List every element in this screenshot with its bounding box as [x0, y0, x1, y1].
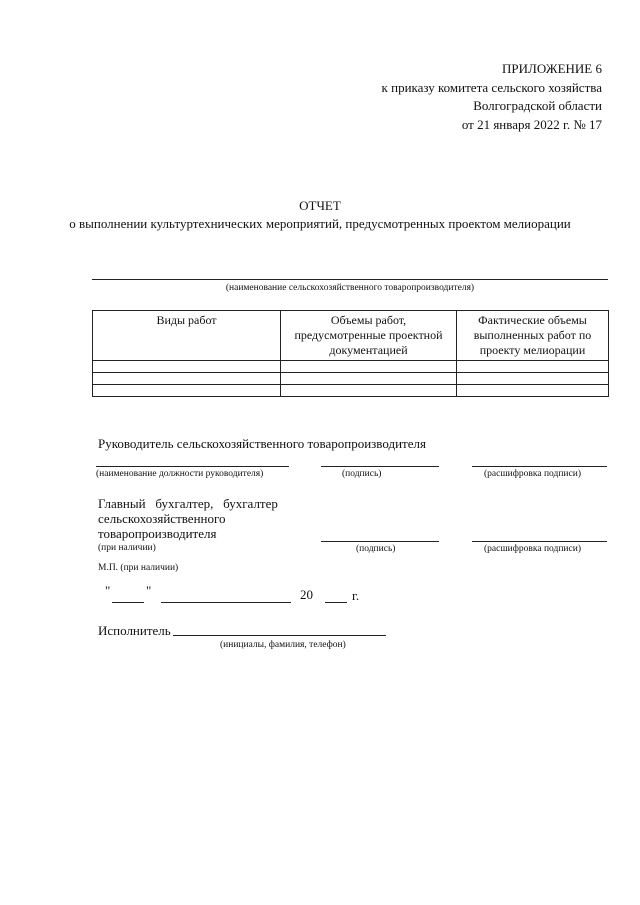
- table-cell[interactable]: [93, 385, 281, 397]
- table-cell[interactable]: [457, 361, 609, 373]
- report-subtitle: о выполнении культуртехнических мероприятий, предусмотренных проектом мелиорации: [69, 216, 571, 231]
- head-signature-line[interactable]: [321, 466, 439, 467]
- table-cell[interactable]: [93, 361, 281, 373]
- date-day-line[interactable]: [112, 602, 144, 603]
- date-year-prefix: 20: [300, 587, 313, 602]
- appendix-header: [382, 60, 602, 134]
- table-cell[interactable]: [281, 373, 457, 385]
- accountant-decoding-line[interactable]: [472, 541, 607, 542]
- header-work-types: Виды работ: [93, 311, 281, 361]
- head-position-caption: (наименование должности руководителя): [96, 469, 264, 479]
- head-decoding-line[interactable]: [472, 466, 607, 467]
- table-row: [93, 361, 609, 373]
- appendix-number: ПРИЛОЖЕНИЕ 6: [502, 61, 602, 76]
- date-year-line[interactable]: [325, 602, 347, 603]
- table-cell[interactable]: [457, 385, 609, 397]
- table-header-row: [93, 311, 609, 361]
- appendix-region: Волгоградской области: [473, 98, 602, 113]
- head-signature-caption: (подпись): [342, 469, 382, 479]
- head-decoding-caption: (расшифровка подписи): [484, 469, 581, 479]
- accountant-signature-line[interactable]: [321, 541, 439, 542]
- date-quote-close: ": [146, 583, 152, 598]
- executor-line[interactable]: [173, 635, 386, 636]
- works-table: [92, 310, 609, 397]
- head-section-title: Руководитель сельскохозяйственного товаропроизводителя: [98, 436, 426, 451]
- header-planned-volumes: Объемы работ, предусмотренные проектной документацией: [281, 311, 457, 361]
- appendix-order: к приказу комитета сельского хозяйства: [381, 79, 602, 95]
- executor-label: Исполнитель: [98, 623, 171, 638]
- table-cell[interactable]: [281, 385, 457, 397]
- table-cell[interactable]: [281, 361, 457, 373]
- accountant-line2: сельскохозяйственного: [98, 511, 226, 526]
- accountant-if-any: (при наличии): [98, 543, 156, 553]
- producer-caption: (наименование сельскохозяйственного товаропроизводителя): [225, 283, 475, 293]
- table-cell[interactable]: [93, 373, 281, 385]
- appendix-date: от 21 января 2022 г. № 17: [461, 116, 602, 132]
- table-cell[interactable]: [457, 373, 609, 385]
- stamp-label: М.П. (при наличии): [98, 563, 179, 573]
- head-position-line[interactable]: [96, 466, 289, 467]
- executor-caption: (инициалы, фамилия, телефон): [220, 640, 346, 650]
- producer-name-line[interactable]: [92, 279, 608, 280]
- accountant-decoding-caption: (расшифровка подписи): [484, 544, 581, 554]
- date-month-line[interactable]: [161, 602, 291, 603]
- header-actual-volumes: Фактические объемы выполненных работ по проекту мелиорации: [457, 311, 609, 361]
- accountant-line1: Главный бухгалтер, бухгалтер: [98, 496, 278, 511]
- report-title: ОТЧЕТ: [299, 198, 341, 213]
- table-row: [93, 385, 609, 397]
- date-year-suffix: г.: [352, 588, 360, 603]
- date-quote-open: ": [105, 583, 111, 598]
- accountant-line3: товаропроизводителя: [98, 526, 217, 541]
- accountant-signature-caption: (подпись): [356, 544, 396, 554]
- table-row: [93, 373, 609, 385]
